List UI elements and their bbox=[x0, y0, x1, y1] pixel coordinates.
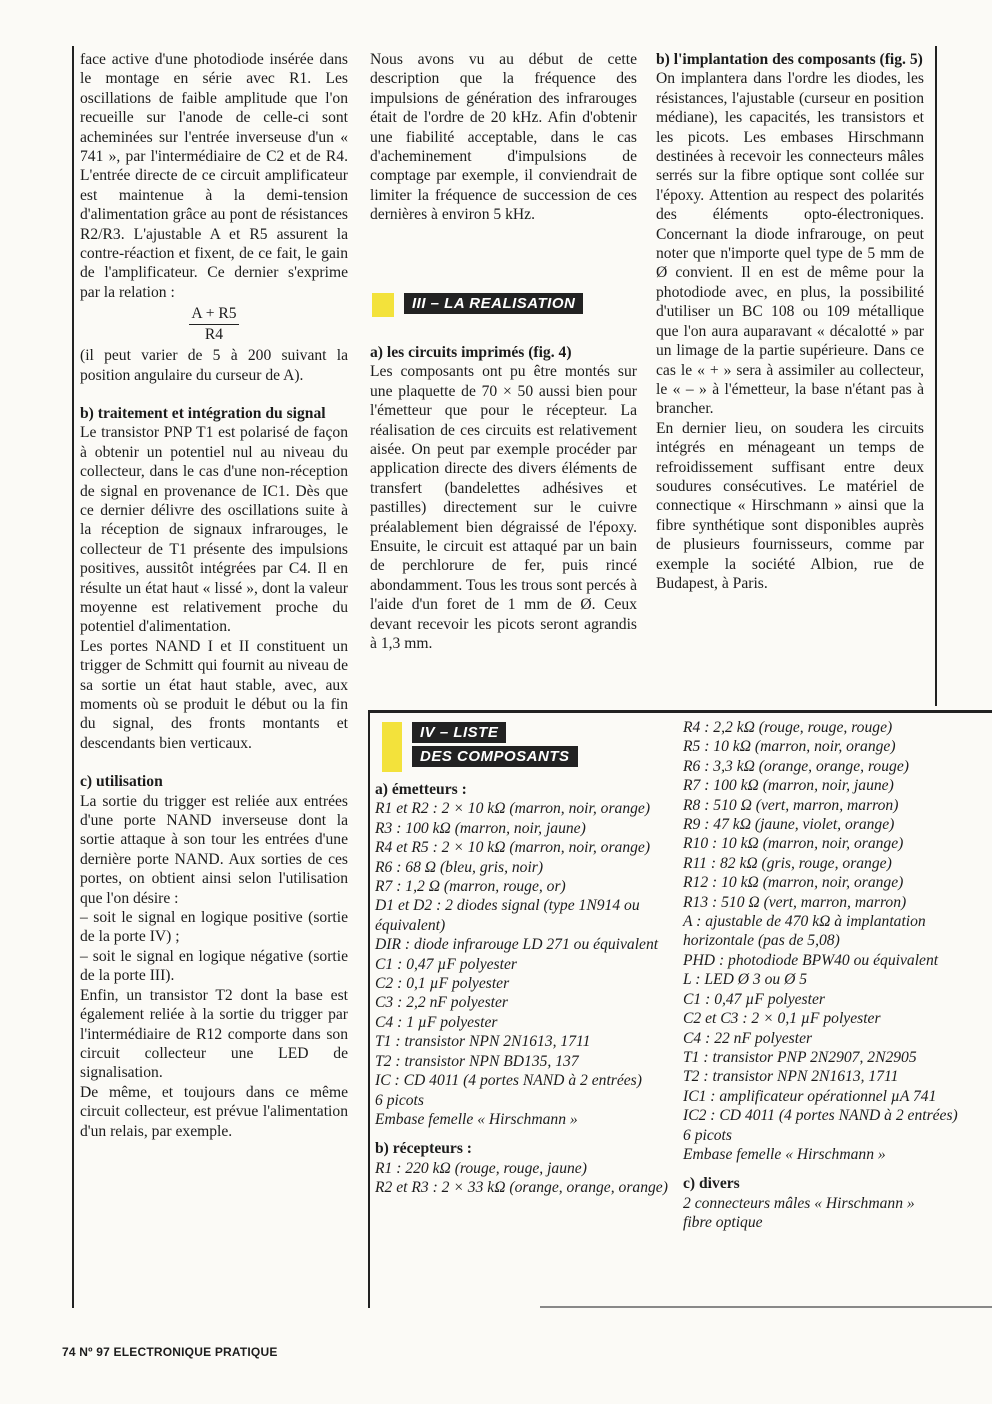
left-column-rule bbox=[72, 46, 74, 1308]
banner-title: III – LA REALISATION bbox=[404, 293, 583, 314]
box-bottom-rule bbox=[540, 1306, 992, 1308]
banner-accent bbox=[382, 722, 402, 772]
list-item: C4 : 1 µF polyester bbox=[375, 1013, 498, 1031]
list-item: R10 : 10 kΩ (marron, noir, orange) bbox=[683, 835, 904, 853]
list-item: D1 et D2 : 2 diodes signal (type 1N914 ou équivalent) bbox=[375, 897, 640, 934]
list-item: R7 : 100 kΩ (marron, noir, jaune) bbox=[683, 777, 894, 795]
list-item: T1 : transistor PNP 2N2907, 2N2905 bbox=[683, 1048, 917, 1066]
gain-formula bbox=[80, 304, 348, 344]
list-item: C3 : 2,2 nF polyester bbox=[375, 994, 508, 1012]
list-item: R8 : 510 Ω (vert, marron, marron) bbox=[683, 796, 899, 814]
list-item: R4 et R5 : 2 × 10 kΩ (marron, noir, orange) bbox=[375, 839, 651, 857]
banner-title-line1: IV – LISTE bbox=[412, 722, 506, 743]
list-item: T2 : transistor NPN 2N1613, 1711 bbox=[683, 1068, 899, 1086]
list-item: R7 : 1,2 Ω (marron, rouge, or) bbox=[375, 878, 566, 896]
left-column bbox=[80, 50, 348, 1141]
paragraph: Enfin, un transistor T2 dont la base est également reliée à la sortie du trigger par l'intermédiaire de R12 comporte dans son circuit collecteur une LED de signalisation. bbox=[80, 986, 348, 1082]
list-item: T1 : transistor NPN 2N1613, 1711 bbox=[375, 1033, 591, 1051]
paragraph: Les composants ont pu être montés sur une plaquette de 70 × 50 aussi bien pour l'émetteur que pour le récepteur. La réalisation de ces circuits est relativement aisée. On peut par exemple procéder par application directe des divers éléments de transfert (bandelettes adhésives et pastilles) directement sur le cuivre préalablement bien dégraissé de l'époxy. Ensuite, le circuit est attaqué par un bain de perchlorure de fer, puis rincé abondamment. Tous les trous sont percés à l'aide d'un foret de 1 mm de Ø. Ceux devant recevoir les picots seront agrandis à 1,3 mm. bbox=[370, 363, 637, 653]
list-item: R1 et R2 : 2 × 10 kΩ (marron, noir, orange) bbox=[375, 800, 651, 818]
paragraph: – soit le signal en logique positive (sortie de la porte IV) ; bbox=[80, 909, 348, 946]
list-item: T2 : transistor NPN BD135, 137 bbox=[375, 1052, 579, 1070]
banner-title-line2: DES COMPOSANTS bbox=[412, 746, 578, 767]
list-item: IC2 : CD 4011 (4 portes NAND à 2 entrées) bbox=[683, 1107, 958, 1125]
list-item: R1 : 220 kΩ (rouge, rouge, jaune) bbox=[375, 1159, 587, 1177]
list-heading: a) émetteurs : bbox=[375, 781, 467, 798]
list-item: 6 picots bbox=[375, 1091, 424, 1109]
paragraph: Nous avons vu au début de cette description que la fréquence des impulsions de génération des infrarouges était de l'ordre de 20 kHz. Afin d'obtenir une fiabilité acceptable, dans le cas d'acheminement d'impulsions de comptage par exemple, il conviendrait de limiter la fréquence de succession de ces dernières à environ 5 kHz. bbox=[370, 51, 637, 224]
section-heading: b) traitement et intégration du signal bbox=[80, 404, 326, 422]
paragraph: – soit le signal en logique négative (sortie de la porte III). bbox=[80, 947, 348, 985]
list-item: R3 : 100 kΩ (marron, noir, jaune) bbox=[375, 819, 586, 837]
list-item: 6 picots bbox=[683, 1126, 732, 1144]
list-item: R6 : 68 Ω (bleu, gris, noir) bbox=[375, 858, 544, 876]
paragraph: On implantera dans l'ordre les diodes, les résistances, l'ajustable (curseur en position médiane), les capacités, les transistors et les picots. Les embases Hirschmann destinées à recevoir les connecteurs mâles serrés sur la fibre optique sont collée sur l'époxy. Attention au respect des polarités des éléments opto-électroniques. Concernant la diode infrarouge, on peut noter que n'importe quel type de 5 mm de Ø convient. Il en est de même pour la photodiode avec, en plus, la possibilité d'utiliser un BC 108 ou 109 métallique que l'on aura auparavant « décalotté » par un limage de la partie supérieure. Dans ce cas le « + » sera à assimiler au collecteur, le « – » à l'émetteur, la base n'étant pas à brancher. bbox=[656, 70, 924, 418]
list-item: R13 : 510 Ω (vert, marron, marron) bbox=[683, 893, 907, 911]
list-item: DIR : diode infrarouge LD 271 ou équivalent bbox=[375, 936, 659, 954]
right-column bbox=[656, 50, 924, 593]
list-heading: c) divers bbox=[683, 1175, 740, 1193]
paragraph: (il peut varier de 5 à 200 suivant la position angulaire du curseur de A). bbox=[80, 347, 348, 384]
list-item: R6 : 3,3 kΩ (orange, orange, rouge) bbox=[683, 757, 909, 775]
list-item: PHD : photodiode BPW40 ou équivalent bbox=[683, 951, 939, 969]
section-heading: c) utilisation bbox=[80, 773, 163, 791]
middle-column-lower bbox=[370, 343, 637, 654]
right-column-rule bbox=[935, 46, 937, 706]
list-item: A : ajustable de 470 kΩ à implantation horizontale (pas de 5,08) bbox=[683, 913, 926, 950]
list-item: R4 : 2,2 kΩ (rouge, rouge, rouge) bbox=[683, 719, 893, 736]
middle-column bbox=[370, 50, 637, 225]
list-item: Embase femelle « Hirschmann » bbox=[375, 1110, 578, 1128]
paragraph: Les portes NAND I et II constituent un trigger de Schmitt qui fournit au niveau de sa sortie un état haut stable, avec, aux moments où se produit le début ou la fin du signal, des fronts montants et descendants bien verticaux. bbox=[80, 637, 348, 752]
list-item: L : LED Ø 3 ou Ø 5 bbox=[683, 971, 808, 989]
list-item: C1 : 0,47 µF polyester bbox=[683, 990, 825, 1008]
list-heading: b) récepteurs : bbox=[375, 1140, 472, 1158]
paragraph: La sortie du trigger est reliée aux entrées d'une porte NAND inverseuse dont la sortie attaque à son tour les entrées d'une dernière porte NAND. Aux sorties de ces portes, on obtient ainsi selon l'utilisation que l'on désire : bbox=[80, 792, 348, 907]
formula-numerator: A + R5 bbox=[189, 304, 238, 324]
section-heading: a) les circuits imprimés (fig. 4) bbox=[370, 344, 572, 361]
banner-accent bbox=[372, 293, 394, 317]
list-item: C2 et C3 : 2 × 0,1 µF polyester bbox=[683, 1010, 881, 1028]
list-item: R2 et R3 : 2 × 33 kΩ (orange, orange, orange) bbox=[375, 1179, 668, 1197]
list-item: C2 : 0,1 µF polyester bbox=[375, 975, 510, 993]
formula-denominator: R4 bbox=[204, 325, 224, 343]
recepteurs-list bbox=[683, 718, 983, 1233]
page-footer: 74 Nº 97 ELECTRONIQUE PRATIQUE bbox=[62, 1345, 278, 1359]
list-item: R11 : 82 kΩ (gris, rouge, orange) bbox=[683, 854, 892, 872]
section-banner-realisation bbox=[372, 293, 583, 317]
list-item: fibre optique bbox=[683, 1214, 763, 1232]
section-heading: b) l'implantation des composants (fig. 5) bbox=[656, 51, 923, 68]
list-item: R12 : 10 kΩ (marron, noir, orange) bbox=[683, 874, 904, 892]
paragraph: Le transistor PNP T1 est polarisé de façon à obtenir un potentiel nul au niveau du collecteur, dans le cas d'une non-réception de signal en provenance de IC1. Dès que ce dernier délivre des oscillations suite à la réception de signaux infrarouges, le collecteur de T1 présente des impulsions positives, aussitôt intégrées par C4. Il en résulte un état haut « lissé », dont la valeur moyenne est relativement proche du potentiel d'alimentation. bbox=[80, 424, 348, 636]
paragraph: De même, et toujours dans ce même circuit collecteur, est prévue l'alimentation d'un relais, par exemple. bbox=[80, 1083, 348, 1140]
paragraph: En dernier lieu, on soudera les circuits intégrés en ménageant un temps de refroidissement suffisant entre deux soudures consécutives. Le matériel de connectique « Hirschmann » ainsi que la fibre synthétique sont disponibles auprès de plusieurs fournisseurs, comme par exemple la société Albion, rue de Budapest, à Paris. bbox=[656, 419, 924, 592]
paragraph: face active d'une photodiode insérée dans le montage en série avec R1. Les oscillations de faible amplitude que l'on recueille sur l'anode de celle-ci sont acheminées sur l'entrée inverseuse d'un « 741 », par l'intermédiaire de C2 et de R4. L'entrée directe de ce circuit amplificateur est maintenue à la demi-tension d'alimentation grâce au pont de résistances R2/R3. L'ajustable A et R5 assurent la contre-réaction et fixent, de ce fait, le gain de l'amplificateur. Ce dernier s'exprime par la relation : bbox=[80, 51, 348, 301]
section-banner-liste bbox=[382, 722, 578, 772]
list-item: C4 : 22 nF polyester bbox=[683, 1029, 813, 1047]
list-item: IC : CD 4011 (4 portes NAND à 2 entrées) bbox=[375, 1072, 642, 1090]
list-item: R9 : 47 kΩ (jaune, violet, orange) bbox=[683, 816, 895, 834]
list-item: IC1 : amplificateur opérationnel µA 741 bbox=[683, 1087, 937, 1105]
list-item: R5 : 10 kΩ (marron, noir, orange) bbox=[683, 738, 896, 756]
list-item: Embase femelle « Hirschmann » bbox=[683, 1145, 886, 1163]
emetteurs-list bbox=[375, 780, 671, 1198]
list-item: C1 : 0,47 µF polyester bbox=[375, 955, 517, 973]
list-item: 2 connecteurs mâles « Hirschmann » bbox=[683, 1194, 915, 1212]
